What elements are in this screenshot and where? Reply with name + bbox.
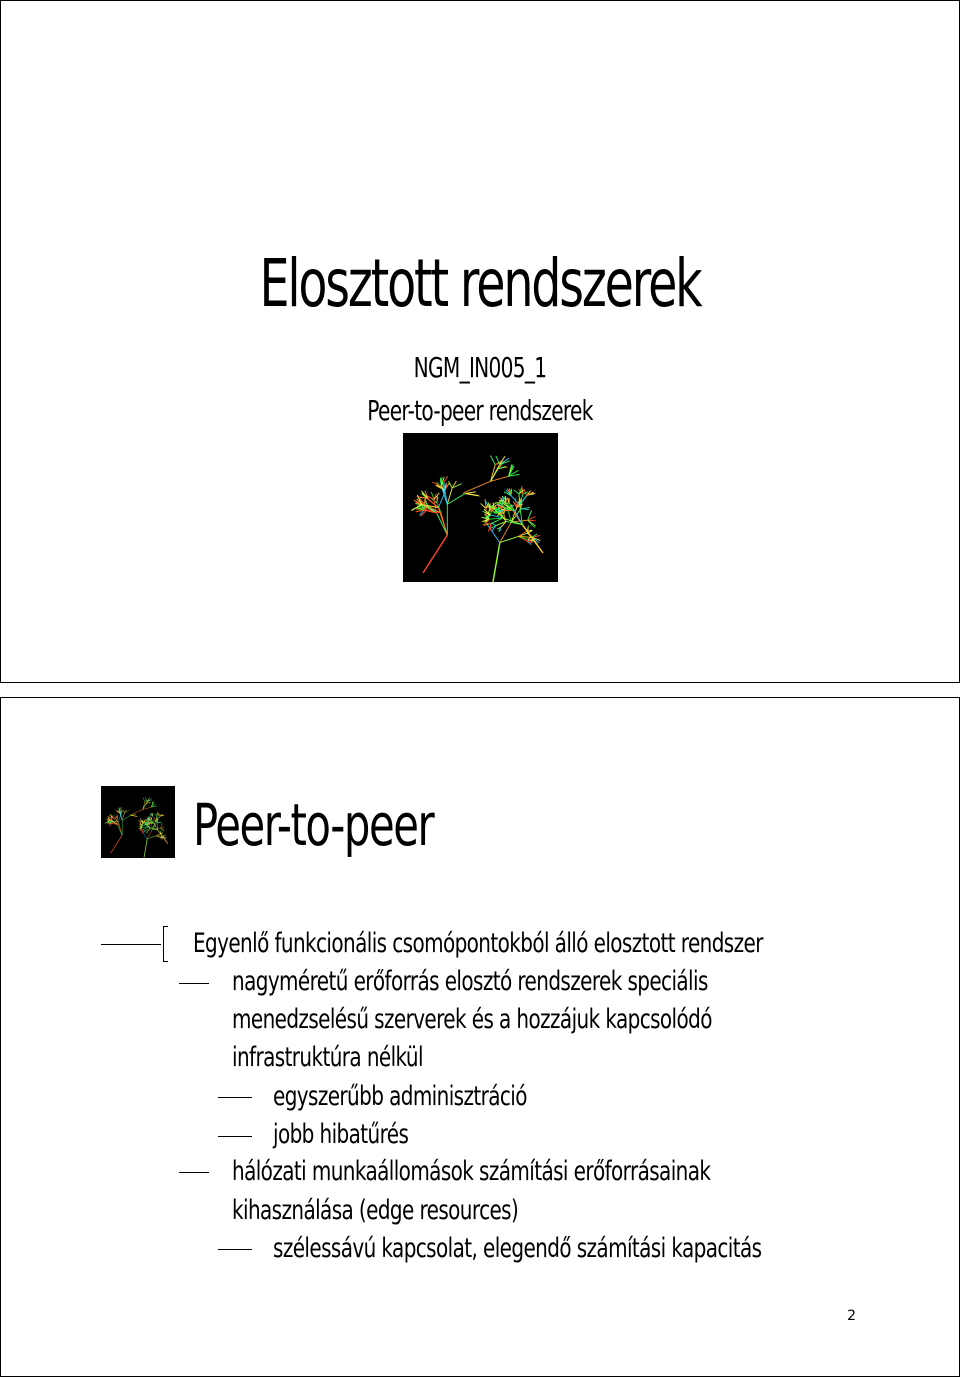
bullet-text: egyszerűbb adminisztráció: [273, 1081, 527, 1112]
bullet-dash: [179, 983, 209, 984]
fractal-plant-network-icon: [101, 786, 175, 858]
bullet-text: hálózati munkaállomások számítási erőforrásainak: [232, 1156, 711, 1187]
bullet-text: menedzselésű szerverek és a hozzájuk kapcsolódó: [232, 1004, 712, 1035]
bullet-dash: [218, 1136, 252, 1137]
bullet-text: kihasználása (edge resources): [232, 1195, 519, 1226]
slide-subtitle: Peer-to-peer rendszerek: [367, 394, 593, 427]
bullet-text: jobb hibatűrés: [273, 1119, 409, 1150]
slide-1: [0, 0, 960, 683]
bullet-dash: [218, 1097, 252, 1098]
bullet-text: Egyenlő funkcionális csomópontokból álló elosztott rendszer: [193, 928, 763, 959]
slide-title: Peer-to-peer: [193, 791, 434, 859]
slide-title: Elosztott rendszerek: [259, 245, 701, 322]
bullet-text: nagyméretű erőforrás elosztó rendszerek speciális: [232, 966, 708, 997]
bullet-dash: [218, 1249, 252, 1250]
bullet-dash: [179, 1172, 209, 1173]
bullet-text: infrastruktúra nélkül: [232, 1042, 423, 1073]
page-number: 2: [847, 1308, 856, 1324]
course-code: NGM_IN005_1: [413, 351, 547, 384]
bullet-bracket: [163, 926, 168, 962]
bullet-dash: [101, 944, 161, 945]
slide-2: [0, 697, 960, 1377]
fractal-plant-network-icon: [403, 433, 558, 582]
bullet-text: szélessávú kapcsolat, elegendő számítási kapacitás: [273, 1233, 762, 1264]
